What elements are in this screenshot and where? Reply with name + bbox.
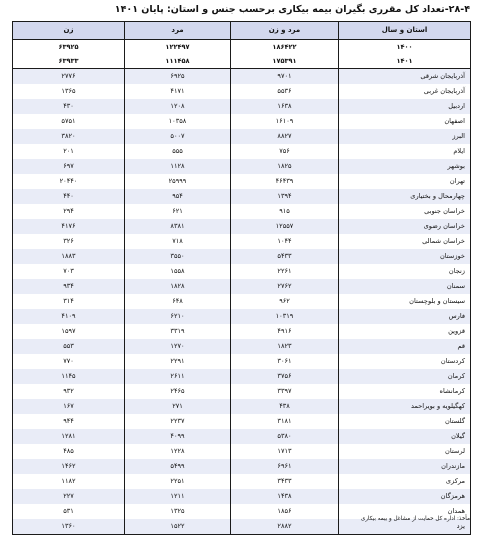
total-cell: ۴۶۴۳۹ xyxy=(231,174,339,189)
female-cell: ۱۵۹۷ xyxy=(13,324,125,339)
total-cell: ۴۹۱۶ xyxy=(231,324,339,339)
female-cell: ۱۴۶۲ xyxy=(13,459,125,474)
province-cell: کردستان xyxy=(339,354,471,369)
province-cell: گیلان xyxy=(339,429,471,444)
female-cell: ۴۸۵ xyxy=(13,444,125,459)
source-note: مأخذ: اداره کل حمایت از مشاغل و بیمه بیکاری xyxy=(360,516,470,522)
table-row xyxy=(13,399,471,414)
male-cell: ۲۷۱ xyxy=(125,399,231,414)
province-cell: زنجان xyxy=(339,264,471,279)
female-cell: ۲۰۱ xyxy=(13,144,125,159)
province-cell: قزوین xyxy=(339,324,471,339)
total-cell: ۱۶۱۰۹ xyxy=(231,114,339,129)
header-female: زن xyxy=(13,22,125,40)
province-cell: آذربایجان غربی xyxy=(339,84,471,99)
total-cell: ۲۲۶۱ xyxy=(231,264,339,279)
female-cell: ۳۲۶ xyxy=(13,234,125,249)
table-title: ۲۸-۴-تعداد کل مقرری بگیران بیمه بیکاری برحسب جنس و استان: پایان ۱۴۰۱ xyxy=(114,4,470,15)
male-cell: ۱۱۱۴۵۸ xyxy=(125,54,231,69)
total-cell: ۱۷۵۳۹۱ xyxy=(231,54,339,69)
male-cell: ۱۵۲۲ xyxy=(125,519,231,535)
total-cell: ۱۰۴۴ xyxy=(231,234,339,249)
header-total: مرد و زن xyxy=(231,22,339,40)
province-cell: خوزستان xyxy=(339,249,471,264)
total-cell: ۱۲۵۵۷ xyxy=(231,219,339,234)
table-row xyxy=(13,324,471,339)
male-cell: ۳۳۱۹ xyxy=(125,324,231,339)
male-cell: ۲۶۱۱ xyxy=(125,369,231,384)
total-cell: ۱۳۹۴ xyxy=(231,189,339,204)
male-cell: ۵۵۵ xyxy=(125,144,231,159)
table-row xyxy=(13,159,471,174)
table-row xyxy=(13,444,471,459)
province-cell: آذربایجان شرقی xyxy=(339,69,471,85)
table-row xyxy=(13,309,471,324)
table-body xyxy=(13,40,471,535)
male-cell: ۴۰۹۹ xyxy=(125,429,231,444)
province-cell: ۱۴۰۱ xyxy=(339,54,471,69)
female-cell: ۴۳۰ xyxy=(13,99,125,114)
province-cell: اردبیل xyxy=(339,99,471,114)
table-row xyxy=(13,294,471,309)
female-cell: ۴۴۰ xyxy=(13,189,125,204)
table-row xyxy=(13,459,471,474)
male-cell: ۷۱۸ xyxy=(125,234,231,249)
male-cell: ۶۹۲۵ xyxy=(125,69,231,85)
province-cell: هرمزگان xyxy=(339,489,471,504)
province-cell: یزد xyxy=(339,519,471,535)
total-row xyxy=(13,54,471,69)
province-cell: خراسان جنوبی xyxy=(339,204,471,219)
female-cell: ۹۳۴ xyxy=(13,279,125,294)
total-cell: ۱۶۳۸ xyxy=(231,99,339,114)
table-row xyxy=(13,354,471,369)
female-cell: ۱۱۴۵ xyxy=(13,369,125,384)
table-row xyxy=(13,174,471,189)
male-cell: ۶۲۱ xyxy=(125,204,231,219)
province-cell: سیستان و بلوچستان xyxy=(339,294,471,309)
province-cell: مرکزی xyxy=(339,474,471,489)
total-row xyxy=(13,40,471,55)
table-row xyxy=(13,384,471,399)
male-cell: ۱۲۱۱ xyxy=(125,489,231,504)
province-cell: کرمان xyxy=(339,369,471,384)
total-cell: ۷۵۶ xyxy=(231,144,339,159)
female-cell: ۶۹۷ xyxy=(13,159,125,174)
total-cell: ۳۷۵۶ xyxy=(231,369,339,384)
female-cell: ۷۷۰ xyxy=(13,354,125,369)
province-cell: ایلام xyxy=(339,144,471,159)
table-row xyxy=(13,369,471,384)
total-cell: ۹۷۰۱ xyxy=(231,69,339,85)
province-cell: همدان xyxy=(339,504,471,519)
table-row xyxy=(13,429,471,444)
female-cell: ۶۳۹۲۵ xyxy=(13,40,125,55)
female-cell: ۱۶۷ xyxy=(13,399,125,414)
province-cell: اصفهان xyxy=(339,114,471,129)
female-cell: ۳۸۲۰ xyxy=(13,129,125,144)
table-row xyxy=(13,129,471,144)
table-row xyxy=(13,234,471,249)
table-row xyxy=(13,489,471,504)
table-row xyxy=(13,114,471,129)
province-cell: فارس xyxy=(339,309,471,324)
male-cell: ۱۸۲۸ xyxy=(125,279,231,294)
total-cell: ۱۸۶۴۲۲ xyxy=(231,40,339,55)
total-cell: ۳۴۳۳ xyxy=(231,474,339,489)
female-cell: ۱۲۸۱ xyxy=(13,429,125,444)
total-cell: ۳۱۸۱ xyxy=(231,414,339,429)
total-cell: ۱۸۲۵ xyxy=(231,159,339,174)
table-row xyxy=(13,144,471,159)
female-cell: ۵۳۱ xyxy=(13,504,125,519)
province-cell: قم xyxy=(339,339,471,354)
total-cell: ۶۹۶۱ xyxy=(231,459,339,474)
total-cell: ۳۰۶۱ xyxy=(231,354,339,369)
male-cell: ۲۲۵۱ xyxy=(125,474,231,489)
male-cell: ۲۴۶۵ xyxy=(125,384,231,399)
province-cell: تهران xyxy=(339,174,471,189)
female-cell: ۲۲۷ xyxy=(13,489,125,504)
table-row xyxy=(13,264,471,279)
total-cell: ۳۳۹۷ xyxy=(231,384,339,399)
male-cell: ۱۲۷۰ xyxy=(125,339,231,354)
total-cell: ۵۳۸۰ xyxy=(231,429,339,444)
male-cell: ۵۴۹۹ xyxy=(125,459,231,474)
total-cell: ۴۳۸ xyxy=(231,399,339,414)
female-cell: ۱۳۶۵ xyxy=(13,84,125,99)
male-cell: ۳۵۵۰ xyxy=(125,249,231,264)
province-cell: لرستان xyxy=(339,444,471,459)
male-cell: ۵۰۰۷ xyxy=(125,129,231,144)
table-row xyxy=(13,84,471,99)
table-row xyxy=(13,99,471,114)
total-cell: ۵۵۳۶ xyxy=(231,84,339,99)
total-cell: ۹۶۲ xyxy=(231,294,339,309)
province-cell: کرمانشاه xyxy=(339,384,471,399)
female-cell: ۲۹۴ xyxy=(13,204,125,219)
table-row xyxy=(13,219,471,234)
province-cell: خراسان شمالی xyxy=(339,234,471,249)
male-cell: ۱۱۲۸ xyxy=(125,159,231,174)
male-cell: ۱۲۲۴۹۷ xyxy=(125,40,231,55)
province-cell: گلستان xyxy=(339,414,471,429)
female-cell: ۹۳۲ xyxy=(13,384,125,399)
table-row xyxy=(13,69,471,85)
female-cell: ۲۷۷۶ xyxy=(13,69,125,85)
female-cell: ۳۱۴ xyxy=(13,294,125,309)
province-cell: کهگیلویه و بویراحمد xyxy=(339,399,471,414)
female-cell: ۷۰۳ xyxy=(13,264,125,279)
province-cell: بوشهر xyxy=(339,159,471,174)
header-male: مرد xyxy=(125,22,231,40)
province-cell: چهارمحال و بختیاری xyxy=(339,189,471,204)
total-cell: ۹۱۵ xyxy=(231,204,339,219)
female-cell: ۴۱۷۶ xyxy=(13,219,125,234)
table-row xyxy=(13,189,471,204)
male-cell: ۱۲۲۸ xyxy=(125,444,231,459)
total-cell: ۸۸۲۷ xyxy=(231,129,339,144)
female-cell: ۱۳۶۰ xyxy=(13,519,125,535)
male-cell: ۲۲۹۱ xyxy=(125,354,231,369)
female-cell: ۴۱۰۹ xyxy=(13,309,125,324)
female-cell: ۹۴۴ xyxy=(13,414,125,429)
table-row xyxy=(13,474,471,489)
male-cell: ۲۲۳۷ xyxy=(125,414,231,429)
male-cell: ۲۵۹۹۹ xyxy=(125,174,231,189)
female-cell: ۵۵۳ xyxy=(13,339,125,354)
total-cell: ۵۴۳۳ xyxy=(231,249,339,264)
male-cell: ۶۲۱۰ xyxy=(125,309,231,324)
female-cell: ۱۸۸۳ xyxy=(13,249,125,264)
province-cell: خراسان رضوی xyxy=(339,219,471,234)
table-row xyxy=(13,204,471,219)
total-cell: ۱۸۵۶ xyxy=(231,504,339,519)
header-province: استان و سال xyxy=(339,22,471,40)
table-row xyxy=(13,279,471,294)
table-header-row xyxy=(13,22,471,40)
male-cell: ۱۳۲۵ xyxy=(125,504,231,519)
table-row xyxy=(13,339,471,354)
female-cell: ۲۰۴۴۰ xyxy=(13,174,125,189)
male-cell: ۶۴۸ xyxy=(125,294,231,309)
female-cell: ۱۱۸۲ xyxy=(13,474,125,489)
female-cell: ۶۳۹۳۳ xyxy=(13,54,125,69)
male-cell: ۱۲۰۸ xyxy=(125,99,231,114)
total-cell: ۱۰۳۱۹ xyxy=(231,309,339,324)
total-cell: ۲۸۸۲ xyxy=(231,519,339,535)
male-cell: ۸۳۸۱ xyxy=(125,219,231,234)
province-cell: سمنان xyxy=(339,279,471,294)
province-cell: مازندران xyxy=(339,459,471,474)
female-cell: ۵۷۵۱ xyxy=(13,114,125,129)
male-cell: ۹۵۴ xyxy=(125,189,231,204)
table-row xyxy=(13,249,471,264)
data-table xyxy=(12,21,471,535)
total-cell: ۱۸۲۳ xyxy=(231,339,339,354)
male-cell: ۴۱۷۱ xyxy=(125,84,231,99)
province-cell: ۱۴۰۰ xyxy=(339,40,471,55)
male-cell: ۱۰۳۵۸ xyxy=(125,114,231,129)
total-cell: ۲۷۶۲ xyxy=(231,279,339,294)
male-cell: ۱۵۵۸ xyxy=(125,264,231,279)
total-cell: ۱۷۱۳ xyxy=(231,444,339,459)
province-cell: البرز xyxy=(339,129,471,144)
total-cell: ۱۴۳۸ xyxy=(231,489,339,504)
table-row xyxy=(13,414,471,429)
